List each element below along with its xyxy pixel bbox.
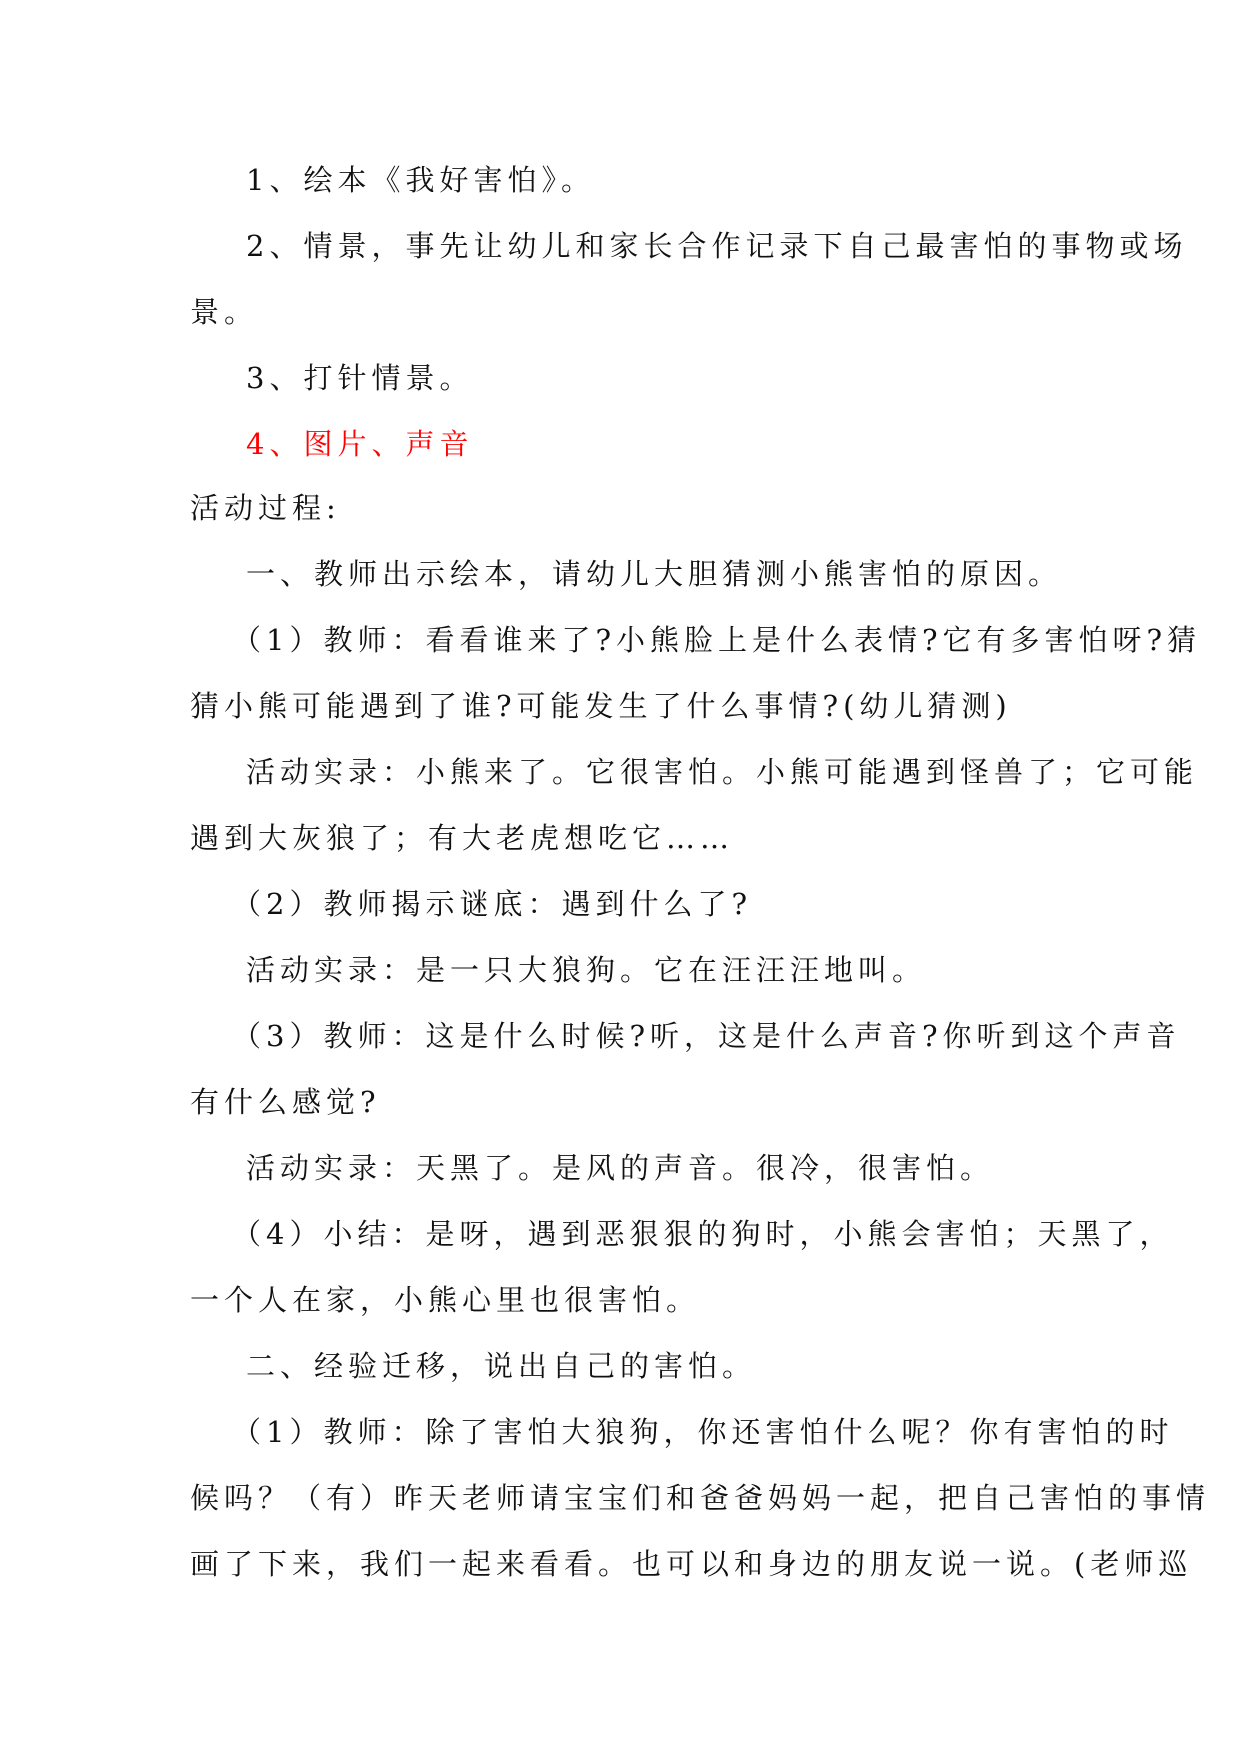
paragraph-line: （1）教师：除了害怕大狼狗，你还害怕什么呢？你有害怕的时 [232,1415,1174,1449]
material-item-2-cont: 景。 [190,295,259,329]
paragraph-line: 猜小熊可能遇到了谁?可能发生了什么事情?(幼儿猜测) [190,689,1012,723]
paragraph-line: 活动实录：小熊来了。它很害怕。小熊可能遇到怪兽了；它可能 [246,755,1199,789]
paragraph-line: 候吗？（有）昨天老师请宝宝们和爸爸妈妈一起，把自己害怕的事情 [190,1481,1211,1515]
paragraph-line: 遇到大灰狼了；有大老虎想吃它…… [190,821,735,855]
paragraph-line: 活动实录：天黑了。是风的声音。很冷，很害怕。 [246,1151,995,1185]
step-two-heading: 二、经验迁移，说出自己的害怕。 [246,1349,757,1383]
paragraph-line: （2）教师揭示谜底：遇到什么了? [232,887,752,921]
material-item-4: 4、图片、声音 [246,427,474,461]
paragraph-line: 活动实录：是一只大狼狗。它在汪汪汪地叫。 [246,953,927,987]
material-item-3: 3、打针情景。 [246,361,474,395]
paragraph-line: （3）教师：这是什么时候?听，这是什么声音?你听到这个声音 [232,1019,1181,1053]
paragraph-line: 画了下来，我们一起来看看。也可以和身边的朋友说一说。(老师巡 [190,1547,1193,1581]
section-heading-process: 活动过程: [190,491,341,525]
material-item-2: 2、情景，事先让幼儿和家长合作记录下自己最害怕的事物或场 [246,229,1188,263]
step-one-heading: 一、教师出示绘本，请幼儿大胆猜测小熊害怕的原因。 [246,557,1063,591]
paragraph-line: （4）小结：是呀，遇到恶狠狠的狗时，小熊会害怕；天黑了， [232,1217,1174,1251]
material-item-1: 1、绘本《我好害怕》。 [246,163,595,197]
paragraph-line: （1）教师：看看谁来了?小熊脸上是什么表情?它有多害怕呀?猜 [232,623,1202,657]
paragraph-line: 一个人在家，小熊心里也很害怕。 [190,1283,701,1317]
paragraph-line: 有什么感觉? [190,1085,381,1119]
